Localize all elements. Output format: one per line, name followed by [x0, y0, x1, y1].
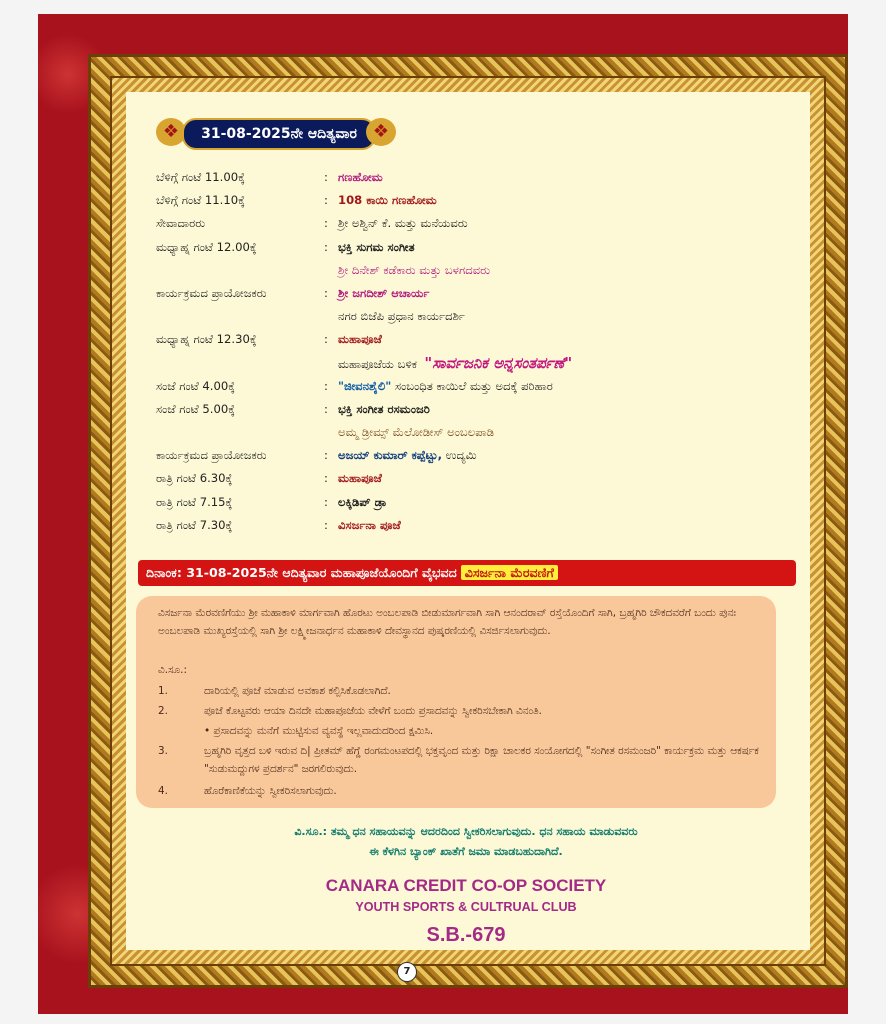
- colon: :: [324, 378, 328, 393]
- schedule-time: ಸಂಜೆ ಗಂಟೆ 5.00ಕ್ಕೆ: [156, 401, 235, 416]
- schedule-time: ರಾತ್ರಿ ಗಂಟೆ 7.15ಕ್ಕೆ: [156, 494, 233, 509]
- colon: :: [324, 471, 328, 486]
- procession-route-text: ವಿಸರ್ಜನಾ ಮೆರವಣಿಗೆಯು ಶ್ರೀ ಮಹಾಕಾಳಿ ಮಾರ್ಗವಾಗಿ ಹೊರಟು ಅಂಬಲಪಾಡಿ ಬೀಡುಮಾರ್ಗವಾಗಿ ಸಾಗಿ ಆನಂದರಾವ್ ರಸ್ತೆಯೊಂದಿಗೆ ಸಾಗಿ, ಬ್ರಹ್ಮಗಿರಿ ಚೌಕದವರೆಗೆ ಬಂದು ಪುನಃ ಅಂಬಲಪಾಡಿ ಮುಖ್ಯರಸ್ತೆಯಲ್ಲಿ ಸಾಗಿ ಶ್ರೀ ಲಕ್ಷ್ಮೀಜನಾರ್ಧನ ಮಹಾಕಾಳಿ ದೇವಸ್ಥಾನದ ಪುಷ್ಕರಣಿಯಲ್ಲಿ ವಿಸರ್ಜಿಸಲಾಗುವುದು.: [158, 607, 736, 637]
- schedule-row: [156, 467, 776, 490]
- schedule-list: [156, 166, 776, 537]
- schedule-row: [156, 328, 776, 351]
- note-number: 4.: [158, 785, 168, 797]
- colon: :: [324, 193, 328, 208]
- schedule-time: ಮಧ್ಯಾಹ್ನ ಗಂಟೆ 12.00ಕ್ಕೆ: [156, 239, 257, 254]
- schedule-row: [156, 189, 776, 212]
- schedule-value: ಶ್ರೀ ಜಗದೀಶ್ ಆಚಾರ್ಯ: [338, 285, 430, 300]
- ornate-frame: [88, 54, 848, 988]
- date-banner: [156, 110, 396, 154]
- note-text: ಬ್ರಹ್ಮಗಿರಿ ವೃತ್ತದ ಬಳಿ ಇರುವ ದಿ| ಪ್ರೀತಮ್ ಹೆಗ್ಡೆ ರಂಗಮಂಟಪದಲ್ಲಿ ಭಕ್ತವೃಂದ ಮತ್ತು ರಿಕ್ಷಾ ಚಾಲಕರ ಸಂಯೋಗದಲ್ಲಿ "ಸಂಗೀತ ರಸಮಂಜರಿ" ಕಾರ್ಯಕ್ರಮ ಮತ್ತು ಆಕರ್ಷಕ "ಸುಡುಮದ್ದುಗಳ ಪ್ರದರ್ಶನ" ಜರಗಲಿರುವುದು.: [204, 745, 759, 775]
- schedule-value: [338, 375, 553, 398]
- schedule-row: [156, 514, 776, 537]
- note-text: • ಪ್ರಸಾದವನ್ನು ಮನೆಗೆ ಮುಟ್ಟಿಸುವ ವ್ಯವಸ್ಥೆ ಇಲ್ಲವಾದುದರಿಂದ ಕ್ಷಮಿಸಿ.: [204, 725, 434, 737]
- date-title: 31-08-2025ನೇ ಆದಿತ್ಯವಾರ: [182, 118, 376, 150]
- bank-name: CANARA CREDIT CO-OP SOCIETY: [325, 876, 607, 895]
- schedule-value: ಮಹಾಪೂಜೆ: [338, 471, 382, 486]
- donation-note: [126, 822, 806, 862]
- donation-line-2: ಈ ಕೆಳಗಿನ ಬ್ಯಾಂಕ್ ಖಾತೆಗೆ ಜಮಾ ಮಾಡಬಹುದಾಗಿದೆ.: [369, 845, 563, 858]
- note-label: ವಿ.ಸೂ.:: [158, 664, 187, 676]
- schedule-value-quote: "ಜೀವನಶೈಲಿ": [338, 378, 392, 393]
- procession-info-box: [136, 596, 776, 808]
- schedule-time: ಕಾರ್ಯಕ್ರಮದ ಪ್ರಾಯೋಜಕರು: [156, 448, 267, 463]
- schedule-row: [156, 166, 776, 189]
- schedule-time: ಬೆಳಿಗ್ಗೆ ಗಂಟೆ 11.10ಕ್ಕೆ: [156, 193, 245, 208]
- schedule-time: ಕಾರ್ಯಕ್ರಮದ ಪ್ರಾಯೋಜಕರು: [156, 285, 267, 300]
- schedule-value: 108 ಕಾಯಿ ಗಣಹೋಮ: [338, 193, 437, 208]
- schedule-time: ರಾತ್ರಿ ಗಂಟೆ 7.30ಕ್ಕೆ: [156, 517, 233, 532]
- procession-banner: [138, 560, 796, 586]
- schedule-row: [156, 236, 776, 259]
- schedule-value: [338, 444, 477, 467]
- club-name: YOUTH SPORTS & CULTRUAL CLUB: [355, 900, 577, 914]
- schedule-row: [156, 444, 776, 467]
- schedule-time: ರಾತ್ರಿ ಗಂಟೆ 6.30ಕ್ಕೆ: [156, 471, 233, 486]
- schedule-value: ಲಕ್ಕಿಡಿಪ್ ಡ್ರಾ: [338, 494, 387, 509]
- schedule-subrow: [156, 305, 776, 328]
- ornament-left-icon: ❖: [156, 118, 186, 146]
- schedule-sub: [338, 352, 572, 376]
- schedule-row: [156, 375, 776, 398]
- note-number: 2.: [158, 705, 168, 717]
- schedule-row: [156, 212, 776, 235]
- schedule-value: ವಿಸರ್ಜನಾ ಪೂಜೆ: [338, 517, 401, 532]
- schedule-sub: ಅಮ್ಮ ಡ್ರೀಮ್ಸ್ ಮೆಲೋಡೀಸ್ ಅಂಬಲಪಾಡಿ: [338, 425, 495, 440]
- note-text: ದಾರಿಯಲ್ಲಿ ಪೂಜೆ ಮಾಡುವ ಅವಕಾಶ ಕಲ್ಪಿಸಿಕೊಡಲಾಗಿದೆ.: [204, 685, 391, 697]
- colon: :: [324, 448, 328, 463]
- schedule-subrow: [156, 352, 776, 375]
- annasantarpane-highlight: "ಸಾರ್ವಜನಿಕ ಅನ್ನಸಂತರ್ಪಣೆ": [424, 353, 573, 372]
- schedule-value: ಗಣಹೋಮ: [338, 170, 383, 184]
- schedule-time: ಸೇವಾದಾರರು: [156, 216, 206, 231]
- account-number: S.B.-679: [426, 924, 506, 946]
- donation-line-1: ವಿ.ಸೂ.: ತಮ್ಮ ಧನ ಸಹಾಯವನ್ನು ಆದರದಿಂದ ಸ್ವೀಕರಿಸಲಾಗುವುದು. ಧನ ಸಹಾಯ ಮಾಡುವವರು: [294, 825, 638, 838]
- schedule-value: ಶ್ರೀ ಅಶ್ವಿನ್ ಕೆ. ಮತ್ತು ಮನೆಯವರು: [338, 216, 468, 231]
- colon: :: [324, 401, 328, 416]
- schedule-value-text: ಸಂಬಂಧಿತ ಕಾಯಿಲೆ ಮತ್ತು ಅದಕ್ಕೆ ಪರಿಹಾರ: [391, 378, 553, 393]
- colon: :: [324, 494, 328, 509]
- schedule-time: ಬೆಳಿಗ್ಗೆ ಗಂಟೆ 11.00ಕ್ಕೆ: [156, 170, 245, 184]
- ornament-right-icon: ❖: [366, 118, 396, 146]
- ornate-frame-inner: [112, 78, 824, 964]
- colon: :: [324, 285, 328, 300]
- schedule-sub: ಶ್ರೀ ದಿನೇಶ್ ಕಡೆಕಾರು ಮತ್ತು ಬಳಗದವರು: [338, 262, 491, 277]
- colon: :: [324, 332, 328, 347]
- content-panel: [126, 92, 810, 950]
- schedule-row: [156, 282, 776, 305]
- schedule-subrow: [156, 259, 776, 282]
- note-text: ಹೊರೆಕಾಣಿಕೆಯನ್ನು ಸ್ವೀಕರಿಸಲಾಗುವುದು.: [204, 785, 337, 797]
- schedule-sub: ನಗರ ಬಿಜೆಪಿ ಪ್ರಧಾನ ಕಾರ್ಯದರ್ಶಿ: [338, 309, 465, 324]
- schedule-row: [156, 398, 776, 421]
- schedule-sub-text: ಮಹಾಪೂಜೆಯ ಬಳಿಕ: [338, 356, 418, 371]
- page-number: 7: [397, 962, 417, 982]
- page-background: [38, 14, 848, 1014]
- procession-text: ದಿನಾಂಕ: 31-08-2025ನೇ ಆದಿತ್ಯವಾರ ಮಹಾಪೂಜೆಯೊಂದಿಗೆ ವೈಭವದ: [146, 565, 457, 580]
- schedule-time: ಮಧ್ಯಾಹ್ನ ಗಂಟೆ 12.30ಕ್ಕೆ: [156, 332, 257, 347]
- note-number: 3.: [158, 745, 168, 757]
- schedule-time: ಸಂಜೆ ಗಂಟೆ 4.00ಕ್ಕೆ: [156, 378, 235, 393]
- schedule-row: [156, 491, 776, 514]
- schedule-subrow: [156, 421, 776, 444]
- note-text: ಪೂಜೆ ಕೊಟ್ಟವರು ಆಯಾ ದಿನದೇ ಮಹಾಪೂಜೆಯ ವೇಳೆಗೆ ಬಂದು ಪ್ರಸಾದವನ್ನು ಸ್ವೀಕರಿಸಬೇಕಾಗಿ ವಿನಂತಿ.: [204, 705, 542, 717]
- schedule-value-name: ಅಜಯ್ ಕುಮಾರ್ ಕಪ್ಪೆಟ್ಟು,: [338, 448, 443, 463]
- colon: :: [324, 170, 328, 184]
- schedule-value-title: ಉದ್ಯಮಿ: [442, 448, 477, 463]
- colon: :: [324, 517, 328, 532]
- note-number: 1.: [158, 685, 168, 697]
- schedule-value: ಭಕ್ತಿ ಸುಗಮ ಸಂಗೀತ: [338, 239, 415, 254]
- colon: :: [324, 239, 328, 254]
- schedule-value: ಮಹಾಪೂಜೆ: [338, 332, 382, 347]
- schedule-value: ಭಕ್ತಿ ಸಂಗೀತ ರಸಮಂಜರಿ: [338, 401, 430, 416]
- procession-highlight: ವಿಸರ್ಜನಾ ಮೆರವಣಿಗೆ: [461, 565, 558, 580]
- colon: :: [324, 216, 328, 231]
